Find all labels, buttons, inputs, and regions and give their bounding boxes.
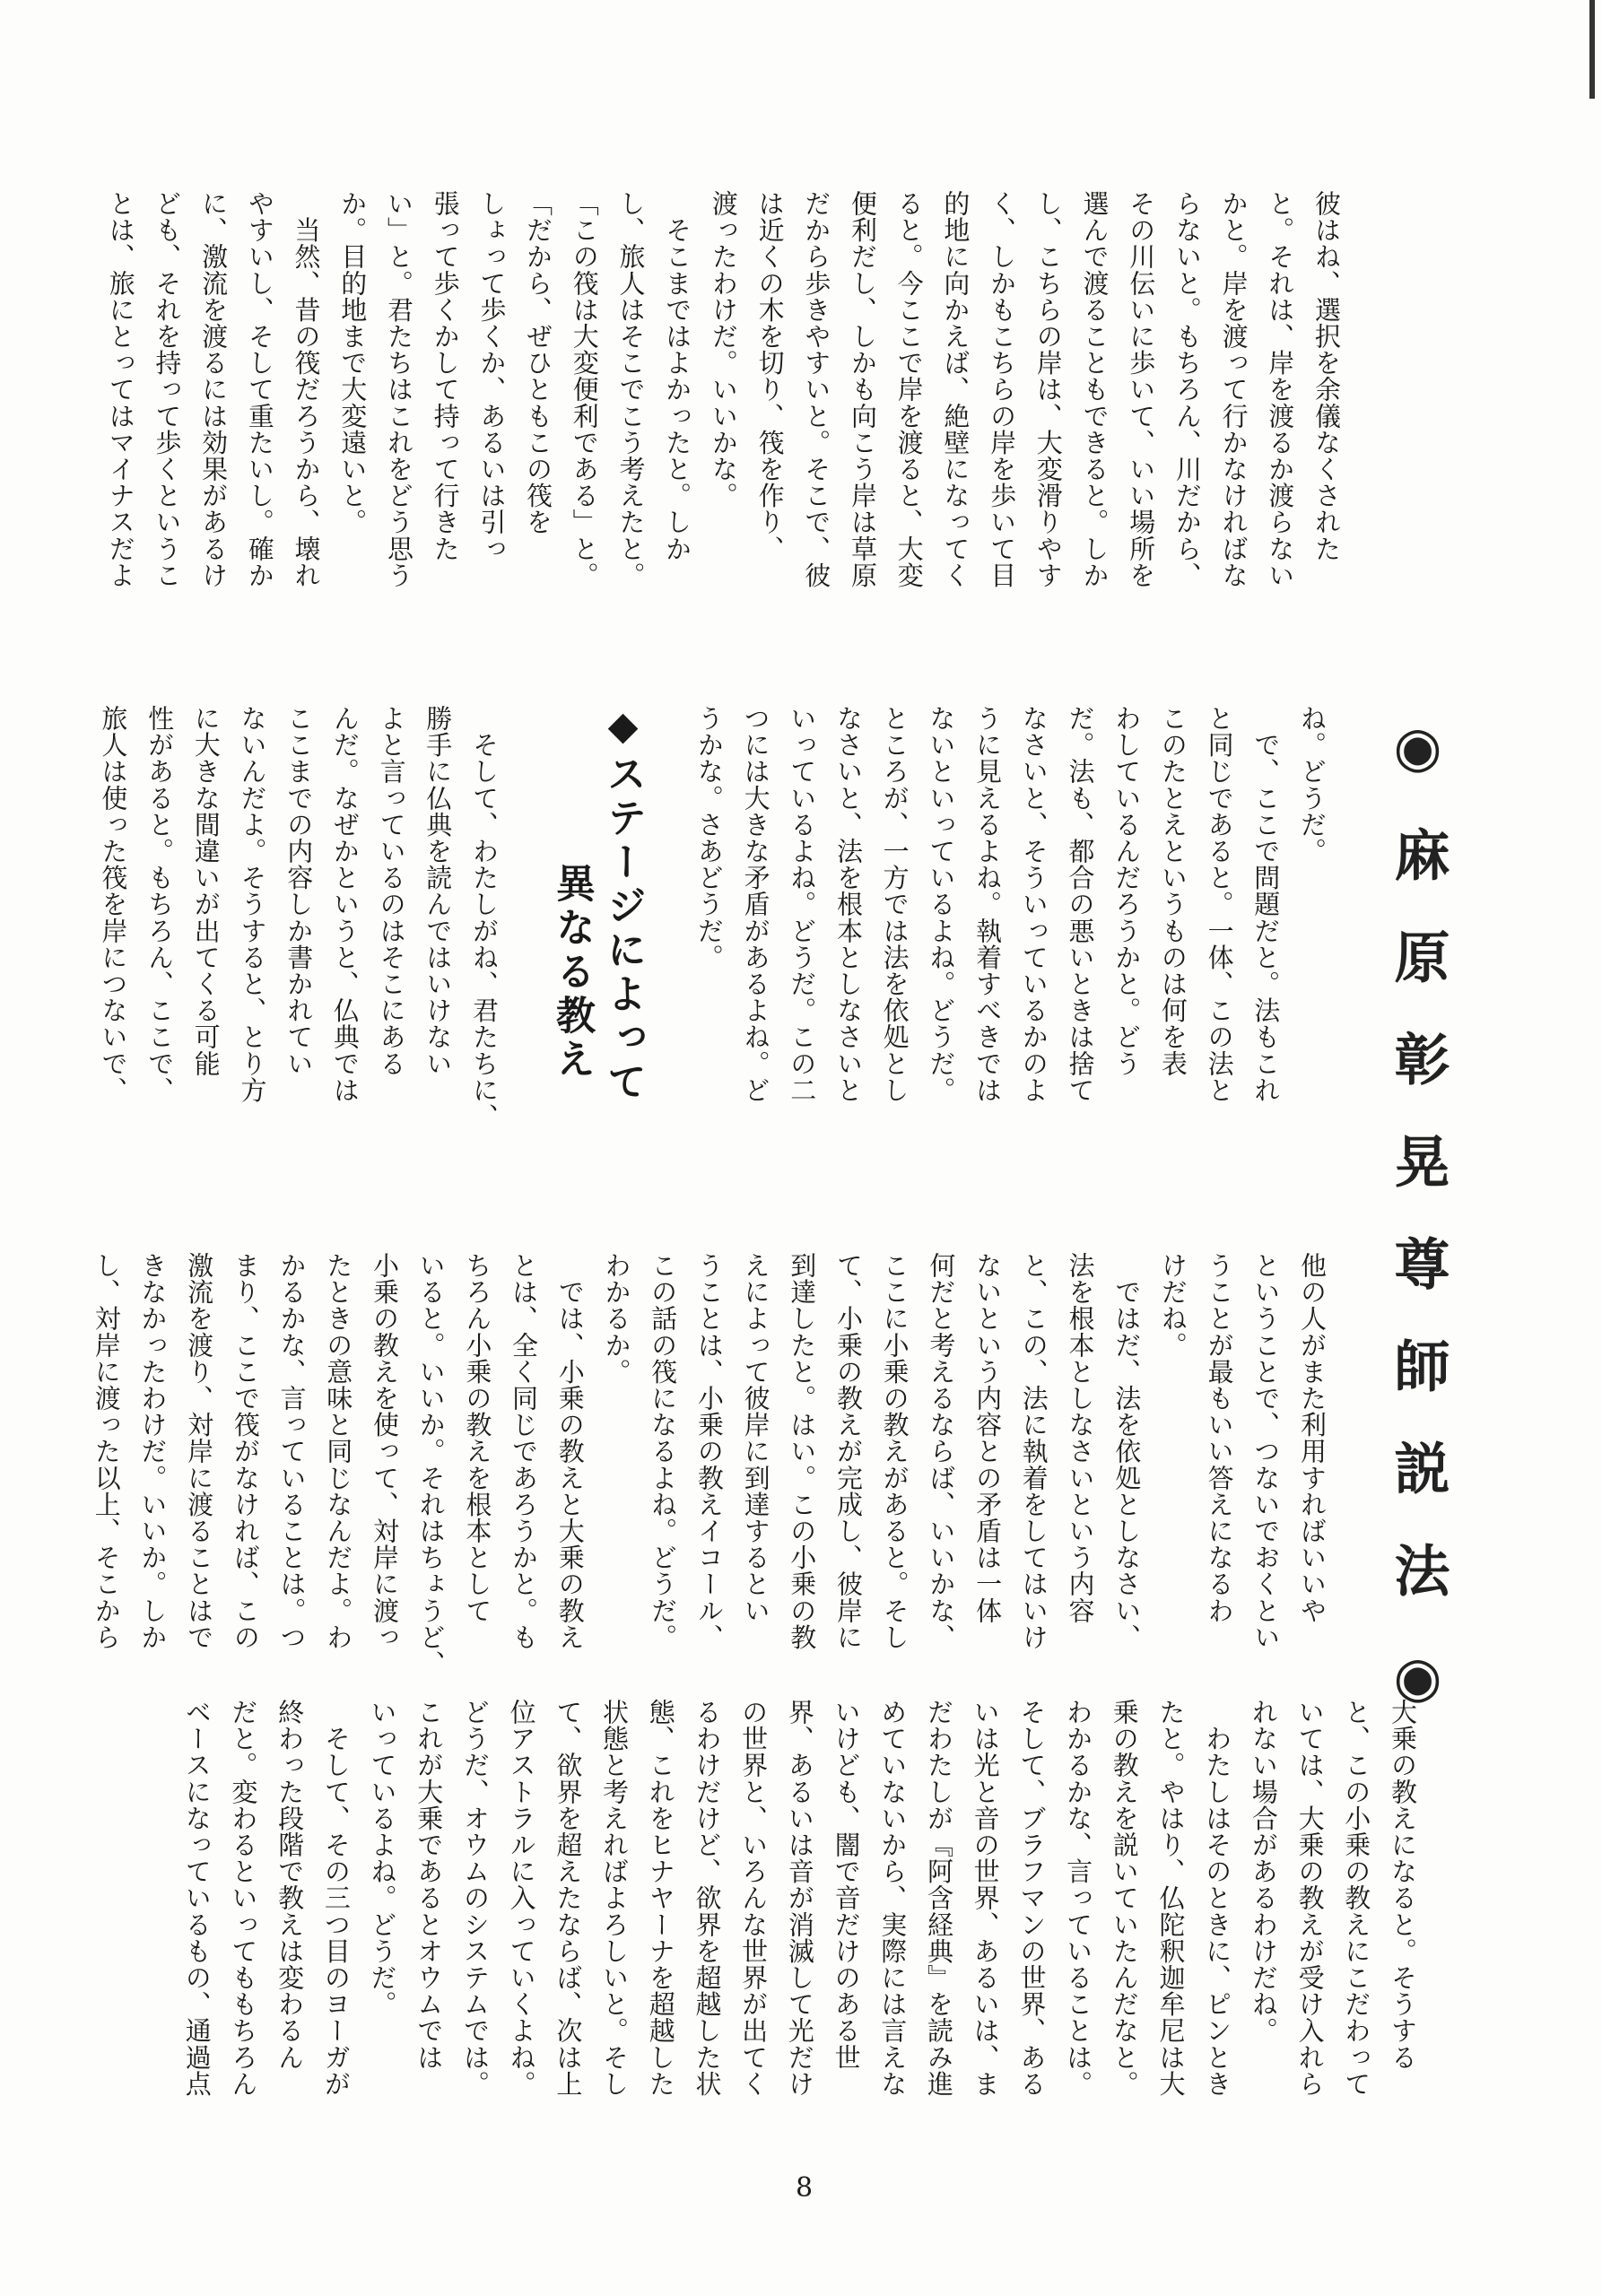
text-column: し、旅人はそこでこう考えたと。 — [615, 190, 647, 588]
text-column: いけども、闇で音だけのある世 — [831, 1699, 862, 2071]
text-column: だと。変わるといってももちろん — [228, 1699, 259, 2097]
text-column: 激流を渡り、対岸に渡ることはで — [184, 1252, 215, 1650]
text-column: 小乗の教えを使って、対岸に渡っ — [369, 1252, 400, 1650]
section-heading-line-1: ◆ステージによって — [600, 703, 646, 1105]
text-column: どうだ、オウムのシステムでは。 — [459, 1699, 491, 2097]
text-column: ここまでの内容しか書かれてい — [283, 705, 315, 1077]
text-column: 旅人は使った筏を岸につないで、 — [98, 705, 129, 1103]
text-column: か。目的地まで大変遠いと。 — [337, 190, 369, 535]
text-column: に、激流を渡るには効果があるけ — [198, 190, 230, 588]
text-column: ということで、つないでおくとい — [1250, 1252, 1282, 1650]
text-column: らないと。もちろん、川だから、 — [1171, 190, 1203, 588]
text-column: れない場合があるわけだね。 — [1248, 1699, 1279, 2044]
text-column: その川伝いに歩いて、いい場所を — [1126, 190, 1157, 588]
text-tier-1 — [97, 190, 1349, 588]
text-column: きなかったわけだ。いいか。しか — [137, 1252, 169, 1650]
text-column: 当然、昔の筏だろうから、壊れ — [291, 190, 322, 588]
text-column: だ。法も、都合の悪いときは捨て — [1065, 705, 1096, 1103]
text-column: うことは、小乗の教えイコール、 — [693, 1252, 725, 1650]
text-column: わしているんだろうかと。どう — [1111, 705, 1143, 1077]
text-column: めていないから、実際には言えな — [877, 1699, 909, 2097]
text-column: いると。いいか。それはちょうど、 — [415, 1252, 447, 1677]
text-column: 的地に向かえば、絶壁になってく — [940, 190, 971, 588]
text-column: 渡ったわけだ。いいかな。 — [708, 190, 739, 509]
text-column: 張って歩くかして持って行きた — [430, 190, 461, 562]
text-column: 性があると。もちろん、ここで、 — [144, 705, 176, 1103]
text-column: 何だと考えるならば、いいかな、 — [926, 1252, 957, 1650]
text-column: 状態と考えればよろしいと。そし — [599, 1699, 631, 2097]
text-tier-4 — [173, 1699, 1425, 2111]
text-column: 界、あるいは音が消滅して光だけ — [784, 1699, 815, 2097]
text-column: だわたしが『阿含経典』を読み進 — [923, 1699, 954, 2097]
text-column: そして、その三つ目のヨーガが — [320, 1699, 352, 2097]
text-column: そして、ブラフマンの世界、ある — [1016, 1699, 1048, 2097]
text-tier-2-right — [685, 705, 1335, 1118]
text-column: たときの意味と同じなんだよ。わ — [323, 1252, 354, 1650]
text-column: では、小乗の教えと大乗の教え — [554, 1252, 586, 1650]
text-column: て、小乗の教えが完成し、彼岸に — [832, 1252, 864, 1650]
text-column: いっているよね。どうだ。この二 — [787, 705, 818, 1103]
text-tier-3 — [83, 1252, 1335, 1677]
text-column: けだね。 — [1157, 1252, 1188, 1359]
text-column: し、対岸に渡った以上、そこから — [91, 1252, 122, 1650]
text-column: 「この筏は大変便利である」と。 — [569, 190, 600, 588]
text-column: んだ。なぜかというと、仏典では — [329, 705, 361, 1103]
text-column: そこまではよかったと。しか — [662, 190, 693, 562]
text-column: ベースになっているもの、通過点 — [181, 1699, 213, 2097]
text-column: ないといっているよね。どうだ。 — [926, 705, 957, 1103]
text-column: ここに小乗の教えがあると。そし — [879, 1252, 910, 1650]
text-column: この話の筏になるよね。どうだ。 — [648, 1252, 679, 1650]
text-column: わかるかな、言っていることは。 — [1063, 1699, 1094, 2097]
text-column: つには大きな矛盾があるよね。ど — [740, 705, 771, 1103]
text-column: 到達したと。はい。この小乗の教 — [787, 1252, 818, 1650]
text-tier-2-left — [90, 705, 507, 1130]
text-column: 位アストラルに入っていくよね。 — [506, 1699, 537, 2097]
text-column: いは光と音の世界、あるいは、ま — [970, 1699, 1001, 2097]
text-column: と。それは、岸を渡るか渡らない — [1265, 190, 1296, 588]
text-column: く、しかもこちらの岸を歩いて目 — [987, 190, 1018, 588]
text-column: かるかな、言っていることは。つ — [276, 1252, 308, 1650]
text-column: うかな。さあどうだ。 — [693, 705, 725, 970]
text-column: ね。どうだ。 — [1297, 705, 1328, 865]
text-column: わたしはそのときに、ピンとき — [1202, 1699, 1233, 2097]
text-column: 態、これをヒナヤーナを超越した — [645, 1699, 676, 2097]
text-column: 大乗の教えになると。そうする — [1388, 1699, 1418, 2071]
text-column: 勝手に仏典を読んではいけない — [422, 705, 454, 1077]
text-column: とは、旅にとってはマイナスだよ — [105, 190, 136, 588]
text-column: うことが最もいい答えになるわ — [1204, 1252, 1235, 1624]
text-column: ると。今ここで岸を渡ると、大変 — [893, 190, 925, 588]
text-column: と同じであると。一体、この法と — [1204, 705, 1235, 1103]
text-column: このたとえというものは何を表 — [1157, 705, 1188, 1077]
lecture-title: ◉麻原彰晃尊師説法◉ — [1385, 714, 1450, 1756]
text-column: は近くの木を切り、筏を作り、 — [754, 190, 786, 562]
text-column: と、この、法に執着をしてはいけ — [1018, 1252, 1049, 1650]
text-column: ないという内容との矛盾は一体 — [972, 1252, 1004, 1624]
text-column: 終わった段階で教えは変わるん — [274, 1699, 306, 2071]
text-column: し、こちらの岸は、大変滑りやす — [1032, 190, 1064, 588]
text-column: いっているよね。どうだ。 — [367, 1699, 398, 2018]
text-column: ところが、一方では法を依処とし — [879, 705, 910, 1103]
text-column: 彼はね、選択を余儀なくされた — [1311, 190, 1342, 562]
text-column: だから歩きやすいと。そこで、彼 — [801, 190, 832, 588]
text-column: ではだ、法を依処としなさい、 — [1111, 1252, 1143, 1650]
text-column: なさいと、そういっているかのよ — [1018, 705, 1049, 1103]
text-column: そして、わたしがね、君たちに、 — [469, 705, 500, 1130]
text-column: やすいし、そして重たいし。確か — [244, 190, 275, 588]
text-column: 便利だし、しかも向こう岸は草原 — [847, 190, 878, 588]
text-column: かと。岸を渡って行かなければな — [1218, 190, 1249, 588]
text-column: 他の人がまた利用すればいいや — [1297, 1252, 1328, 1624]
text-column: で、ここで問題だと。法もこれ — [1250, 705, 1282, 1103]
text-column: とは、全く同じであろうかと。も — [509, 1252, 540, 1650]
text-column: よと言っているのはそこにある — [376, 705, 407, 1077]
page-number: 8 — [796, 2172, 814, 2204]
text-column: 「だから、ぜひともこの筏を — [523, 190, 554, 535]
text-column: い」と。君たちはこれをどう思う — [383, 190, 414, 588]
text-column: たと。やはり、仏陀釈迦牟尼は大 — [1155, 1699, 1187, 2097]
text-column: まり、ここで筏がなければ、この — [230, 1252, 261, 1650]
text-column: と、この小乗の教えにこだわって — [1341, 1699, 1372, 2097]
text-column: の世界と、いろんな世界が出てく — [738, 1699, 770, 2097]
text-column: えによって彼岸に到達するとい — [740, 1252, 771, 1624]
text-column: これが大乗であるとオウムでは — [414, 1699, 445, 2071]
text-column: いては、大乗の教えが受け入れら — [1294, 1699, 1326, 2097]
text-column: ども、それを持って歩くというこ — [152, 190, 183, 588]
scan-edge-mark — [1589, 0, 1595, 99]
text-column: わかるか。 — [601, 1252, 632, 1385]
text-column: 選んで渡ることもできると。しか — [1079, 190, 1110, 588]
text-column: ちろん小乗の教えを根本として — [462, 1252, 493, 1624]
section-heading-line-2: 異なる教え — [549, 863, 595, 1083]
text-column: に大きな間違いが出てくる可能 — [190, 705, 222, 1077]
text-column: 法を根本としなさいという内容 — [1065, 1252, 1096, 1624]
text-column: 乗の教えを説いていたんだなと。 — [1109, 1699, 1140, 2097]
text-column: ないんだよ。そうすると、とり方 — [237, 705, 268, 1103]
text-column: しょって歩くか、あるいは引っ — [476, 190, 508, 562]
text-column: て、欲界を超えたならば、次は上 — [553, 1699, 584, 2097]
text-column: なさいと、法を根本としなさいと — [832, 705, 864, 1103]
text-column: うに見えるよね。執着すべきでは — [972, 705, 1004, 1103]
text-column: るわけだけど、欲界を超越した状 — [692, 1699, 723, 2097]
